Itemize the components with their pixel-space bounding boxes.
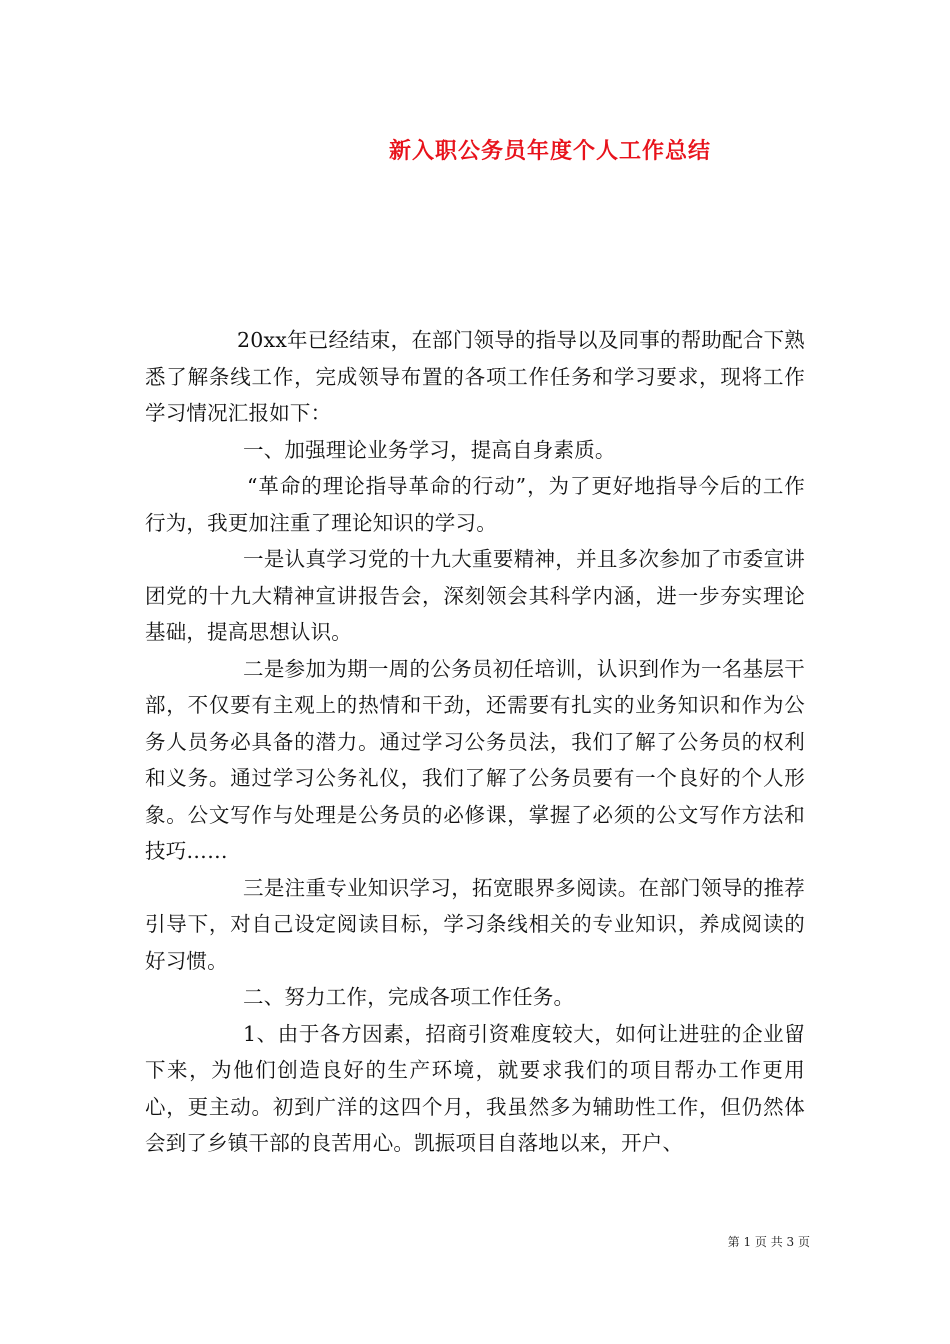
section-heading-1: 一、加强理论业务学习，提高自身素质。 xyxy=(243,437,616,462)
section-heading-2: 二、努力工作，完成各项工作任务。 xyxy=(243,985,575,1009)
paragraph-intro: 20xx年已经结束，在部门领导的指导以及同事的帮助配合下熟悉了解条线工作，完成领导布置的各项工作任务和学习要求，现将工作学习情况汇报如下： xyxy=(145,328,805,425)
paragraph-quote: “革命的理论指导革命的行动”，为了更好地指导今后的工作行为，我更加注重了理论知识的学习。 xyxy=(145,474,805,535)
paragraph-point-2: 二是参加为期一周的公务员初任培训，认识到作为一名基层干部，不仅要有主观上的热情和干劲，还需要有扎实的业务知识和作为公务人员务必具备的潜力。通过学习公务员法，我们了解了公务员的权利和义务。通过学习公务礼仪，我们了解了公务员要有一个良好的个人形象。公文写作与处理是公务员的必修课，掌握了必须的公文写作方法和技巧…… xyxy=(145,656,805,863)
paragraph-point-1: 一是认真学习党的十九大重要精神，并且多次参加了市委宣讲团党的十九大精神宣讲报告会，深刻领会其科学内涵，进一步夯实理论基础，提高思想认识。 xyxy=(145,547,805,644)
page-number: 第 1 页 共 3 页 xyxy=(727,1235,810,1249)
document-body xyxy=(145,322,805,1162)
paragraph-point-3: 三是注重专业知识学习，拓宽眼界多阅读。在部门领导的推荐引导下，对自己设定阅读目标，学习条线相关的专业知识，养成阅读的好习惯。 xyxy=(145,875,805,973)
page-title: 新入职公务员年度个人工作总结 xyxy=(388,139,711,164)
paragraph-item-1: 1、由于各方因素，招商引资难度较大，如何让进驻的企业留下来，为他们创造良好的生产环境，就要求我们的项目帮办工作更用心，更主动。初到广洋的这四个月，我虽然多为辅助性工作，但仍然体会到了乡镇干部的良苦用心。凯振项目自落地以来，开户、 xyxy=(145,1021,805,1155)
